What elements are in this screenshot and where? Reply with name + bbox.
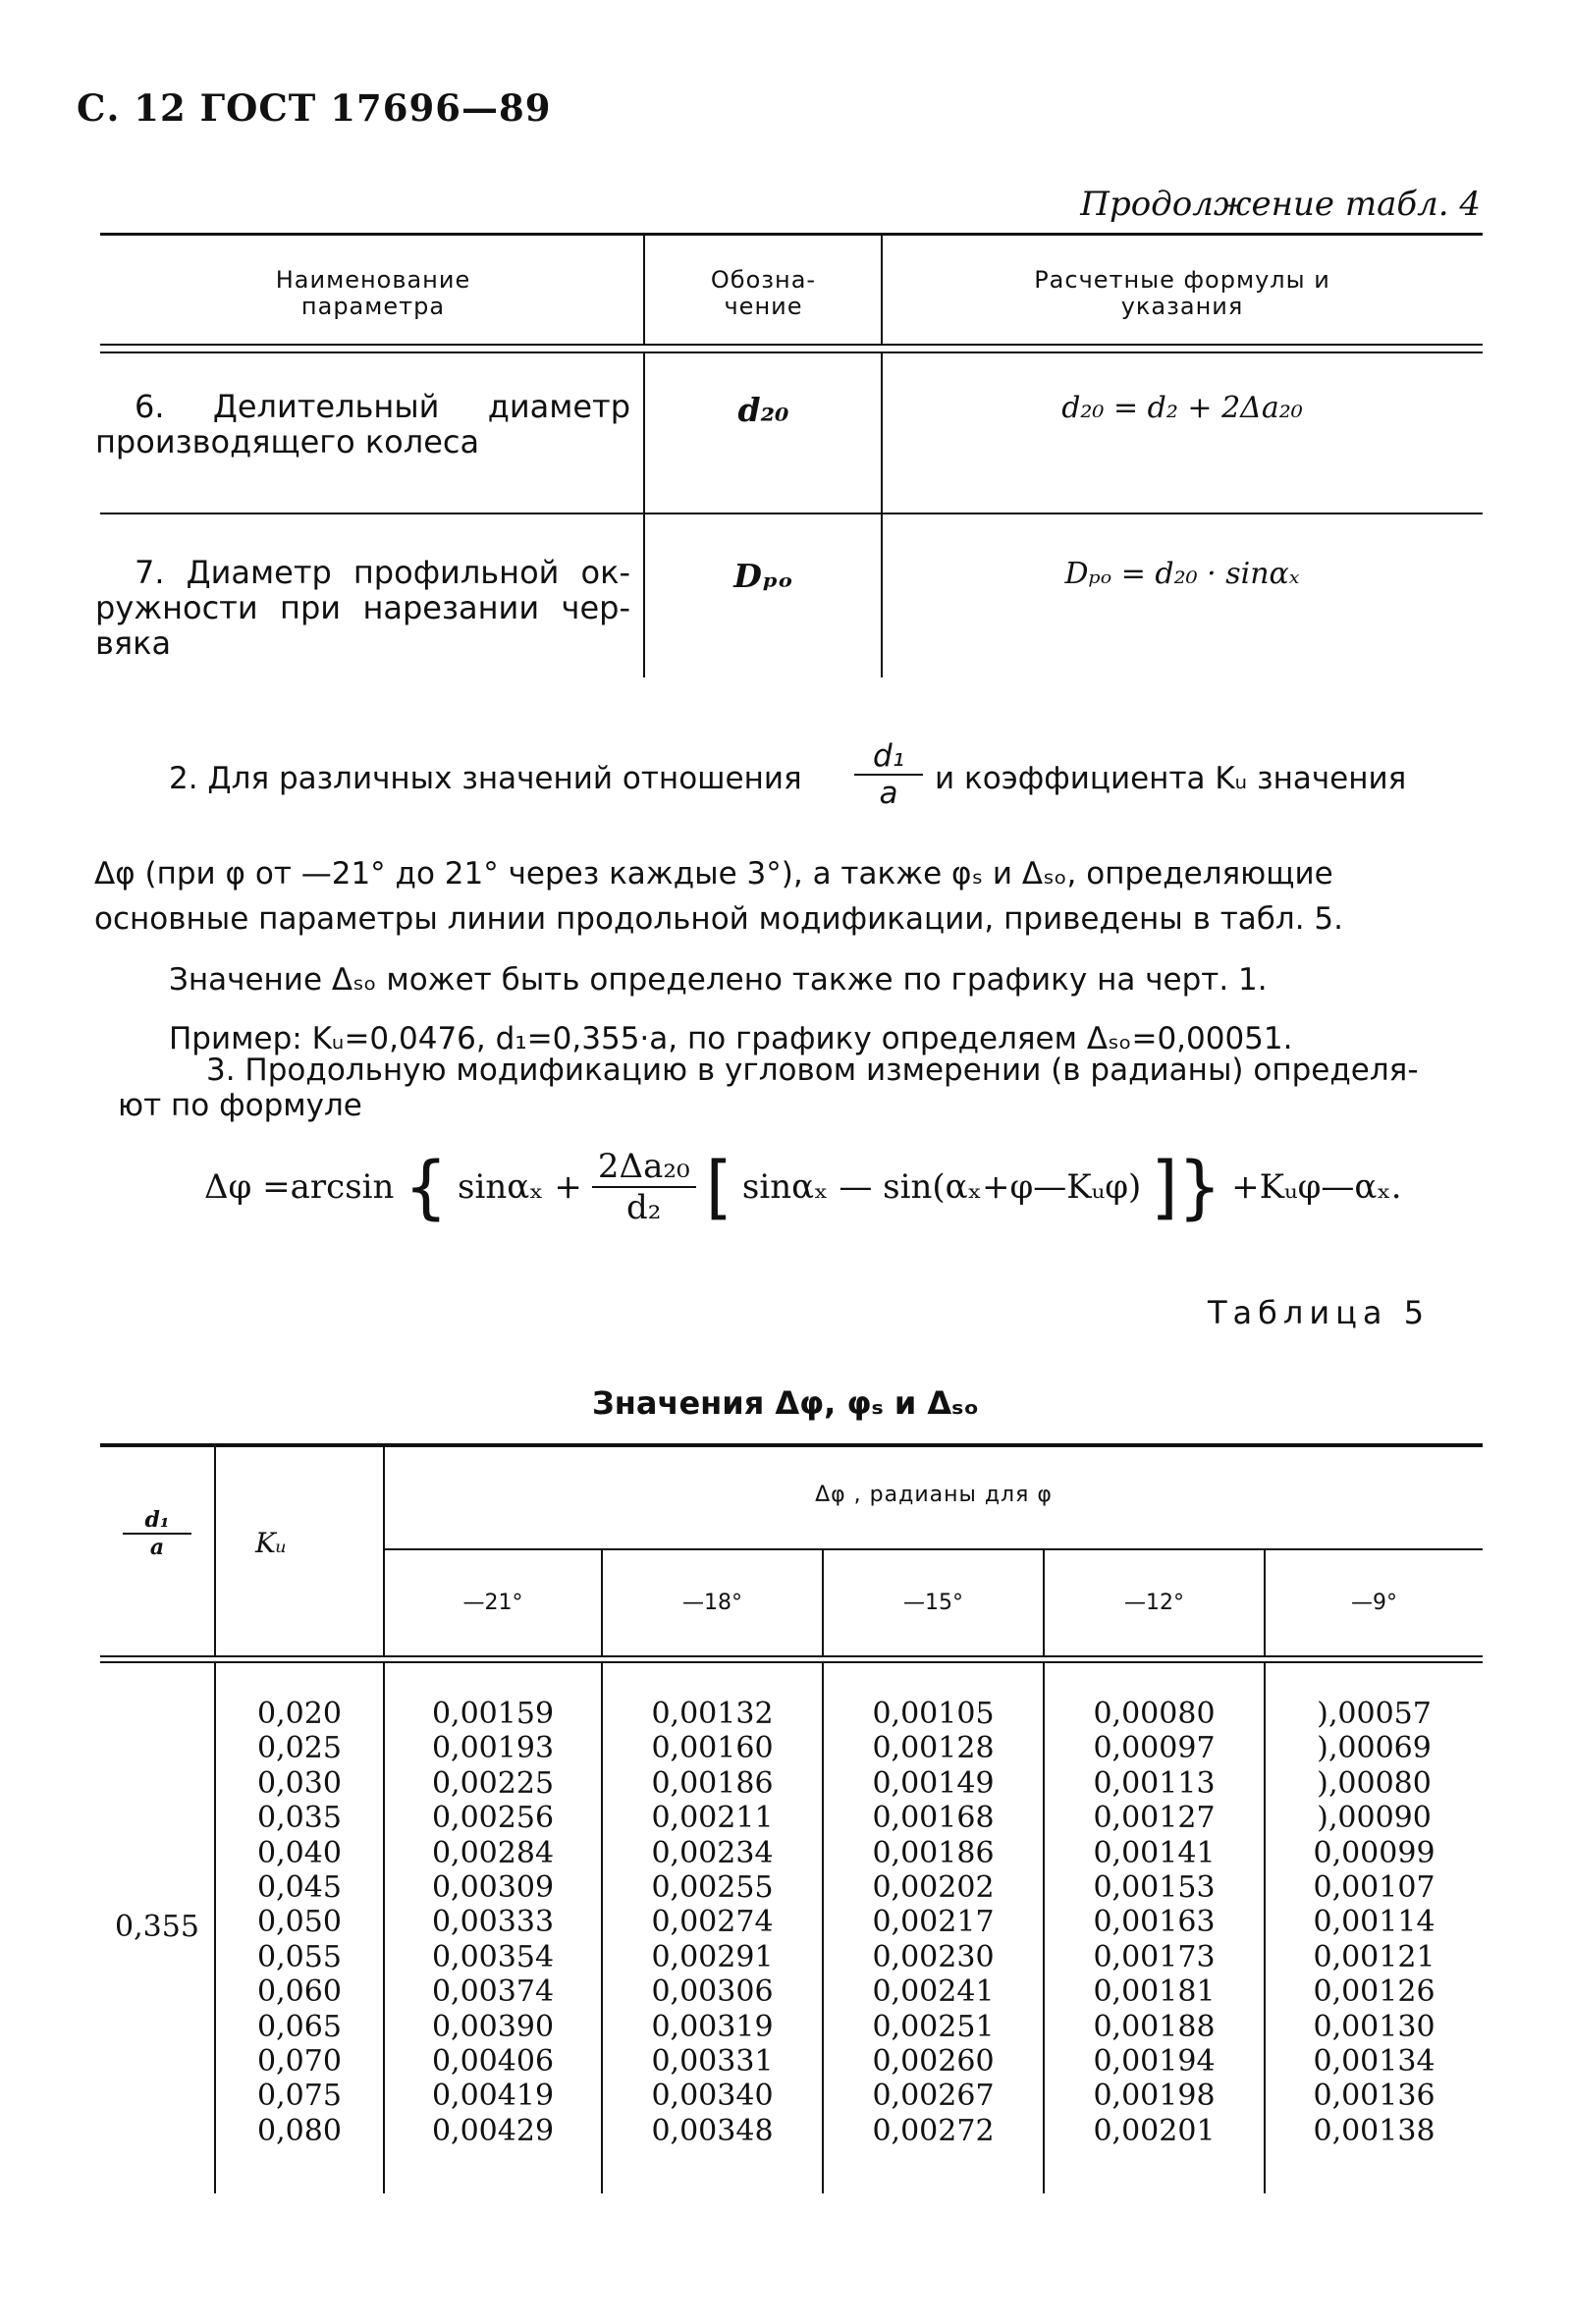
table5-cell: 0,00159: [431, 1697, 555, 1731]
table5-cell: 0‚00107: [1313, 1870, 1436, 1906]
table5-cell: 0‚00136: [1313, 2079, 1436, 2114]
table5-cell: 0,025: [257, 1731, 342, 1766]
table5-cell: 0,00255: [651, 1870, 774, 1906]
table5-cell: 0,00168: [872, 1801, 995, 1836]
table5-cell: 0,00291: [651, 1939, 774, 1974]
table5-cell: 0,070: [257, 2044, 342, 2080]
table5-cell: 0,00128: [872, 1731, 995, 1766]
table5-cell: 0,00374: [431, 1974, 555, 2010]
table5-cell: 0,00429: [431, 2113, 555, 2148]
table4-row-formula: d₂₀ = d₂ + 2Δa₂₀: [1061, 391, 1303, 425]
table5-cell: )‚00080: [1317, 1765, 1432, 1801]
table5-cell: 0,00181: [1093, 1974, 1216, 2010]
paragraph-3-line2: ют по формуле: [118, 1088, 362, 1123]
table5-cell: 0,00188: [1093, 2009, 1216, 2044]
phi-header: —21°: [462, 1591, 523, 1615]
table5-cell: 0,00127: [1093, 1801, 1216, 1836]
equation-lhs: Δφ =arcsin: [204, 1167, 395, 1207]
delta-column-m18: [603, 1697, 822, 2148]
table5-cell: 0,00217: [872, 1905, 995, 1940]
table5-cell: 0,00186: [651, 1765, 774, 1801]
table5-cell: 0,00333: [431, 1905, 555, 1940]
equation-tail: +Kᵤφ—αₓ.: [1231, 1167, 1402, 1207]
table5-cell: 0,00331: [651, 2044, 774, 2080]
table5-cell: 0,00153: [1093, 1870, 1216, 1906]
table5-cell: 0,020: [257, 1697, 342, 1731]
paragraph-2-start: 2. Для различных значений отношения: [169, 761, 802, 796]
delta-column-m12: [1045, 1697, 1264, 2148]
paragraph-2-line2: Δφ (при φ от —21° до 21° через каждые 3°), а также φₛ и Δₛₒ, определяющие: [94, 856, 1333, 892]
table5-header-ku: Kᵤ: [255, 1527, 288, 1559]
table5-cell: 0,00284: [431, 1835, 555, 1870]
phi-header: —12°: [1124, 1591, 1184, 1615]
table5-cell: 0,00113: [1093, 1765, 1216, 1801]
table5-cell: 0,00105: [872, 1697, 995, 1731]
modification-equation: Δφ =arcsin { sinαₓ + $\frac{\text{2Δa₂₀}}{\text{d₂}}$ [ sinαₓ — sin(αₓ+φ—Kᵤφ) ]} +Kᵤφ—αₓ.: [204, 1147, 1402, 1227]
table5-cell: 0‚00130: [1313, 2009, 1436, 2044]
ratio-fraction: d₁ a: [854, 738, 923, 811]
delta-column-m21: [385, 1697, 601, 2148]
table5-cell: 0,075: [257, 2079, 342, 2114]
table5-cell: 0‚00114: [1313, 1905, 1436, 1940]
table5-cell: 0,030: [257, 1765, 342, 1801]
table5-cell: )‚00057: [1317, 1697, 1432, 1731]
table4-row-symbol: d₂₀: [737, 391, 789, 429]
table5-cell: 0,00251: [872, 2009, 995, 2044]
delta-column-m9: [1266, 1697, 1483, 2148]
table5-cell: 0,00241: [872, 1974, 995, 2010]
table5-cell: 0,00225: [431, 1765, 555, 1801]
phi-header: —18°: [682, 1591, 742, 1615]
phi-header: —15°: [903, 1591, 963, 1615]
table5-cell: 0,00160: [651, 1731, 774, 1766]
table5-cell: 0,040: [257, 1835, 342, 1870]
table5-cell: 0,00193: [431, 1731, 555, 1766]
paragraph-value: Значение Δₛₒ может быть определено также по графику на черт. 1.: [169, 962, 1268, 998]
table5-cell: 0‚00121: [1313, 1939, 1436, 1974]
table5-cell: 0,065: [257, 2009, 342, 2044]
table5-title: Значения Δφ, φₛ и Δₛₒ: [592, 1384, 979, 1422]
table5-cell: 0,00173: [1093, 1939, 1216, 1974]
table5-cell: 0,00274: [651, 1905, 774, 1940]
table-continuation-label: Продолжение табл. 4: [1080, 185, 1481, 224]
paragraph-example: Пример: Kᵤ=0,0476, d₁=0,355·a, по графику определяем Δₛₒ=0,00051.: [169, 1021, 1293, 1056]
phi-header: —9°: [1351, 1591, 1397, 1615]
table4-row-name: 7. Диаметр профильной ок- ружности при нарезании чер- вяка: [95, 554, 630, 662]
table5-cell: )‚00069: [1317, 1731, 1432, 1766]
table5-cell: 0‚00134: [1313, 2044, 1436, 2080]
table5-cell: 0,00260: [872, 2044, 995, 2080]
table5-cell: 0,00163: [1093, 1905, 1216, 1940]
table4-row-formula: Dₚₒ = d₂₀ · sinαₓ: [1064, 557, 1300, 591]
table5-cell: 0,050: [257, 1905, 342, 1940]
table5-cell: 0‚00126: [1313, 1974, 1436, 2010]
table5-cell: 0‚00099: [1313, 1835, 1436, 1870]
delta-column-m15: [824, 1697, 1043, 2148]
table5-cell: 0,035: [257, 1801, 342, 1836]
table5-cell: 0,060: [257, 1974, 342, 2010]
table5-cell: 0,00256: [431, 1801, 555, 1836]
table5-cell: 0,00309: [431, 1870, 555, 1906]
table4-row-symbol: Dₚₒ: [733, 557, 793, 595]
table5-d1a-value: 0,355: [115, 1910, 199, 1944]
table4-header-symbol: Обозна- чение: [710, 266, 817, 320]
ku-column: [216, 1697, 383, 2148]
table5-cell: 0,00319: [651, 2009, 774, 2044]
table5-cell: 0,00272: [872, 2113, 995, 2148]
table5-cell: 0,00348: [651, 2113, 774, 2148]
table5-cell: 0,00141: [1093, 1835, 1216, 1870]
table5-cell: 0,00267: [872, 2079, 995, 2114]
table5-cell: 0,00406: [431, 2044, 555, 2080]
table5-cell: 0,00390: [431, 2009, 555, 2044]
paragraph-2-line3: основные параметры линии продольной модификации, приведены в табл. 5.: [94, 901, 1343, 937]
table5-cell: 0,00354: [431, 1939, 555, 1974]
table5-cell: 0,00230: [872, 1939, 995, 1974]
table5-cell: 0,00080: [1093, 1697, 1216, 1731]
table5-cell: 0,00419: [431, 2079, 555, 2114]
table5-cell: 0,00306: [651, 1974, 774, 2010]
table5-cell: 0,00149: [872, 1765, 995, 1801]
equation-bracket: sinαₓ — sin(αₓ+φ—Kᵤφ): [741, 1167, 1142, 1207]
table5-label: Таблица 5: [1208, 1294, 1431, 1331]
table4-row-name: 6. Делительный диаметр производящего колеса: [95, 388, 630, 460]
equation-fraction: $\frac{\text{2Δa₂₀}}{\text{d₂}}$: [592, 1147, 696, 1227]
table5-cell: 0,00211: [651, 1801, 774, 1836]
table5-cell: 0,00097: [1093, 1731, 1216, 1766]
paragraph-2-mid: и коэффициента Kᵤ значения: [935, 761, 1407, 796]
table5-cell: 0,00340: [651, 2079, 774, 2114]
table5-cell: 0,00198: [1093, 2079, 1216, 2114]
page-header: С. 12 ГОСТ 17696—89: [77, 86, 552, 130]
table5-cell: 0,00234: [651, 1835, 774, 1870]
table4-header-formula: Расчетные формулы и указания: [1034, 266, 1330, 320]
table5-cell: 0,045: [257, 1870, 342, 1906]
table5-cell: 0,00186: [872, 1835, 995, 1870]
table5-cell: 0,00132: [651, 1697, 774, 1731]
table5-cell: 0,00202: [872, 1870, 995, 1906]
table5-cell: )‚00090: [1317, 1801, 1432, 1836]
table5-cell: 0,00201: [1093, 2113, 1216, 2148]
table5-cell: 0,080: [257, 2113, 342, 2148]
table4-header-name: Наименование параметра: [275, 266, 471, 320]
table5-header-span: Δφ , радианы для φ: [815, 1483, 1053, 1507]
table5-cell: 0,055: [257, 1939, 342, 1974]
table5-cell: 0,00194: [1093, 2044, 1216, 2080]
table5-cell: 0‚00138: [1313, 2113, 1436, 2148]
paragraph-3-line1: 3. Продольную модификацию в угловом измерении (в радианы) определя-: [206, 1053, 1419, 1088]
table5-header-d1a: d₁ a: [123, 1507, 191, 1560]
equation-term1: sinαₓ +: [458, 1167, 582, 1207]
